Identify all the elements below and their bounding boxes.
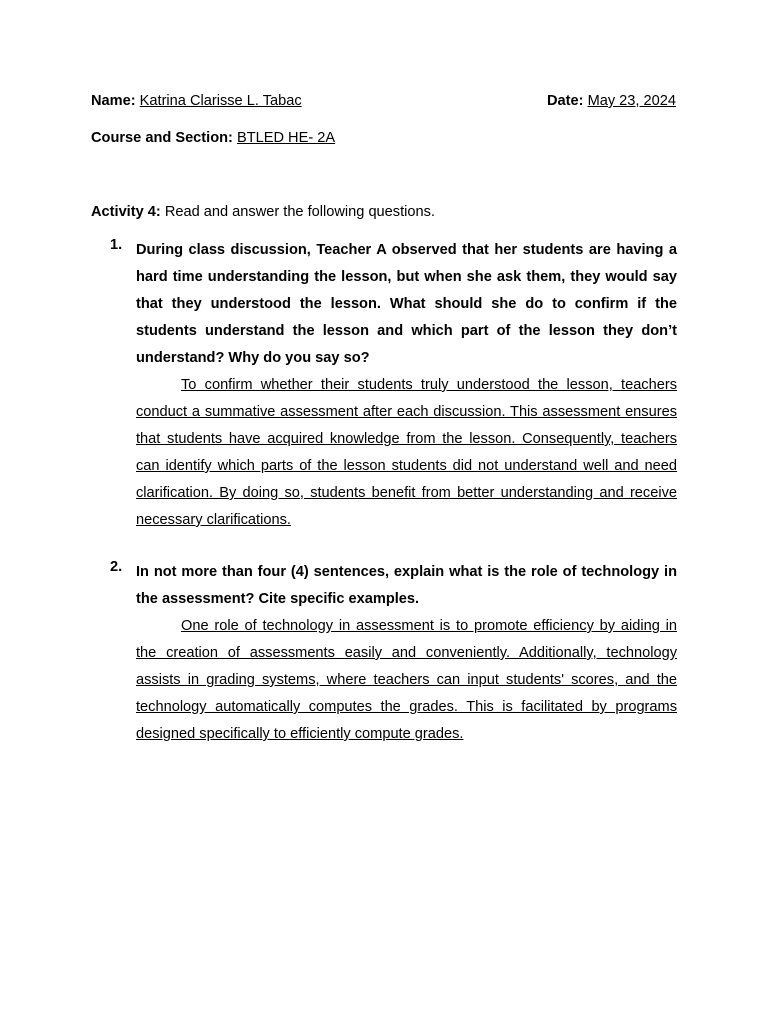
activity-line (91, 204, 435, 220)
name-label: Name: (91, 93, 136, 109)
activity-instruction: Read and answer the following questions. (164, 204, 435, 220)
course-value: BTLED HE- 2A (236, 130, 336, 146)
question-number: 1. (110, 237, 123, 253)
question-body (136, 559, 677, 748)
date-value: May 23, 2024 (587, 93, 676, 109)
question-text: During class discussion, Teacher A observed that her students are having a hard time understanding the lesson, but when she ask them, they would say that they understood the lesson. What should she do to confirm if the students understand the lesson and which part of the lesson they don’t understand? Why do you say so? (136, 242, 677, 366)
course-label: Course and Section: (91, 130, 233, 146)
question-number: 2. (110, 559, 123, 575)
question-body (136, 237, 677, 534)
answer-text: To confirm whether their students truly understood the lesson, teachers conduct a summative assessment after each discussion. This assessment ensures that students have acquired knowledge from the lesson. Consequently, teachers can identify which parts of the lesson students did not understand well and need clarification. By doing so, students benefit from better understanding and receive necessary clarifications. (136, 377, 677, 528)
activity-label: Activity 4: (91, 204, 161, 220)
name-line (91, 93, 302, 109)
date-label: Date: (547, 93, 584, 109)
name-value: Katrina Clarisse L. Tabac (139, 93, 302, 109)
question-text: In not more than four (4) sentences, explain what is the role of technology in the assessment? Cite specific examples. (136, 564, 677, 607)
date-line (547, 93, 676, 109)
answer-text: One role of technology in assessment is to promote efficiency by aiding in the creation of assessments easily and conveniently. Additionally, technology assists in grading systems, where teachers can input students' scores, and the technology automatically computes the grades. This is facilitated by programs designed specifically to efficiently compute grades. (136, 618, 677, 742)
course-section-line (91, 130, 335, 146)
